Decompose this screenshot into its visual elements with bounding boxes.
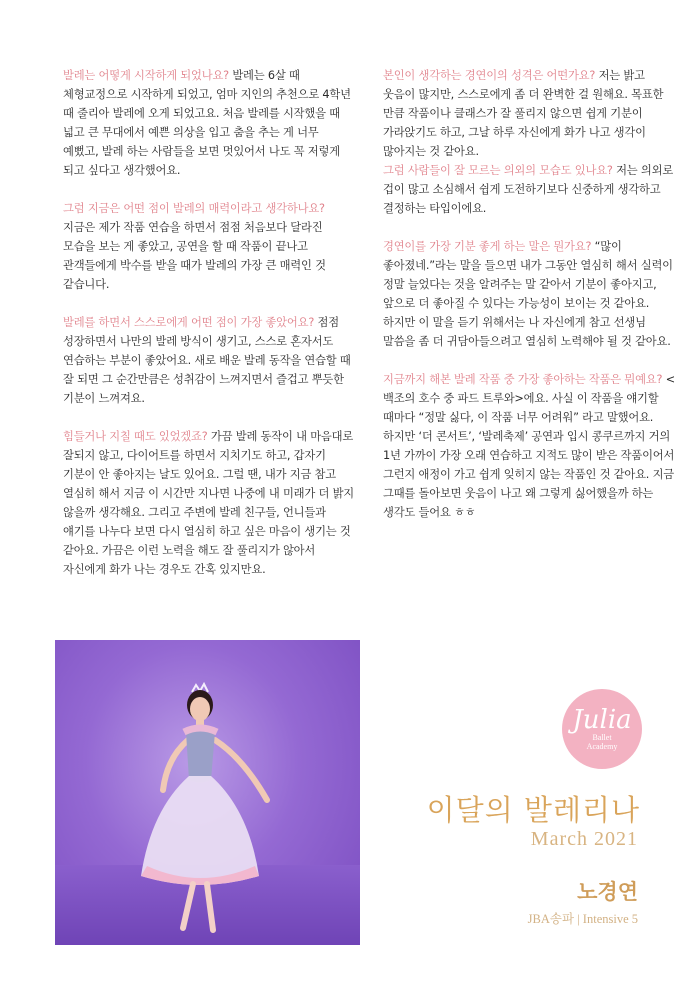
academy-logo [562,689,642,769]
logo-text: Ballet [592,733,612,742]
ballerina-name: 노경연 [577,879,638,904]
answer: 저는 의외로 겁이 많고 소심해서 쉽게 도전하기보다 신중하게 생각하고 결정하는 타입이에요. [383,164,674,215]
feature-date: March 2021 [530,828,638,850]
ballerina-info: JBA송파 | Intensive 5 [527,912,638,926]
answer: “많이 좋아졌네.”라는 말을 들으면 내가 그동안 열심히 해서 실력이 정말 늘었다는 것을 알려주는 말 같아서 기분이 좋아지고, 앞으로 더 좋아질 수 있다는 가능성이 보이는 것 같아요. 하지만 이 말을 듣기 위해서는 나 자신에게 참고 선생님 말씀을 좀 더 귀담아들으려고 열심히 노력해야 될 것 같아요. [383,240,673,348]
qa-block [63,427,355,579]
ballerina-photo [55,640,360,945]
question: 지금까지 해본 발레 작품 중 가장 좋아하는 작품은 뭐예요? [383,373,663,386]
answer: 점점 성장하면서 나만의 발레 방식이 생기고, 스스로 혼자서도 연습하는 부분이 좋았어요. 새로 배운 발레 동작을 연습할 때 잘 되면 그 순간만큼은 성취감이 느껴지면서 즐겁고 뿌듯한 기분이 느껴져요. [63,316,351,405]
question: 그럼 지금은 어떤 점이 발레의 매력이라고 생각하나요? [63,202,325,215]
qa-block [383,237,675,351]
question: 경연이를 가장 기분 좋게 하는 말은 뭔가요? [383,240,592,253]
logo-text: Julia [572,705,632,735]
answer: <백조의 호수 중 파드 트루와>에요. 사실 이 작품을 얘기할 때마다 “정말 싫다, 이 작품 너무 어려워” 라고 말했어요. 하지만 ‘더 콘서트’, ‘발레축제’ 공연과 입시 콩쿠르까지 거의 1년 가까이 가장 오래 연습하고 지적도 많이 받은 작품이어서 그런지 애정이 가고 쉽게 잊히지 않는 작품인 것 같아요. 지금 그때를 돌아보면 웃음이 나고 왜 그렇게 싫어했을까 하는 생각도 들어요 ㅎㅎ [383,373,675,519]
logo-text: Academy [586,742,618,751]
ballerina-figure [55,640,360,945]
feature-title: 이달의 발레리나 [426,793,640,827]
qa-block [383,66,675,161]
question: 발레를 하면서 스스로에게 어떤 점이 가장 좋았어요? [63,316,315,329]
question: 그럼 사람들이 잘 모르는 의외의 모습도 있나요? [383,164,613,177]
question: 힘들거나 지칠 때도 있었겠죠? [63,430,208,443]
answer: 저는 밝고 웃음이 많지만, 스스로에게 좀 더 완벽한 걸 원해요. 목표한 만큼 작품이나 클래스가 잘 풀리지 않으면 쉽게 기분이 가라앉기도 하고, 그날 하루 자신에게 화가 나고 생각이 많아지는 것 같아요. [383,69,664,158]
qa-block [383,370,675,522]
answer: 가끔 발레 동작이 내 마음대로 잘되지 않고, 다이어트를 하면서 지치기도 하고, 갑자기 기분이 안 좋아지는 날도 있어요. 그럴 땐, 내가 지금 참고 열심히 해서 지금 이 시간만 지나면 나중에 내 미래가 더 밝지 않을까 생각해요. 그리고 주변에 발레 친구들, 언니들과 얘기를 나누다 보면 다시 열심히 하고 싶은 마음이 생기는 것 같아요. 가끔은 이런 노력을 해도 잘 풀리지가 않아서 자신에게 화가 나는 경우도 간혹 있지만요. [63,430,355,576]
qa-block [63,199,355,294]
answer: 지금은 제가 작품 연습을 하면서 점점 처음보다 달라진 모습을 보는 게 좋았고, 공연을 할 때 작품이 끝나고 관객들에게 박수를 받을 때가 발레의 가장 큰 매력인 것 같습니다. [63,221,326,291]
qa-block [383,161,675,218]
qa-block [63,66,355,180]
question: 발레는 어떻게 시작하게 되었나요? [63,69,229,82]
left-column [63,66,355,598]
answer: 발레는 6살 때 체형교정으로 시작하게 되었고, 엄마 지인의 추천으로 4학년 때 줄리아 발레에 오게 되었고요. 처음 발레를 시작했을 때 넓고 큰 무대에서 예쁜 의상을 입고 춤을 추는 게 너무 예뻤고, 발레 하는 사람들을 보면 멋있어서 나도 꼭 저렇게 되고 싶다고 생각했어요. [63,69,351,177]
right-column [383,66,675,541]
qa-block [63,313,355,408]
question: 본인이 생각하는 경연이의 성격은 어떤가요? [383,69,596,82]
